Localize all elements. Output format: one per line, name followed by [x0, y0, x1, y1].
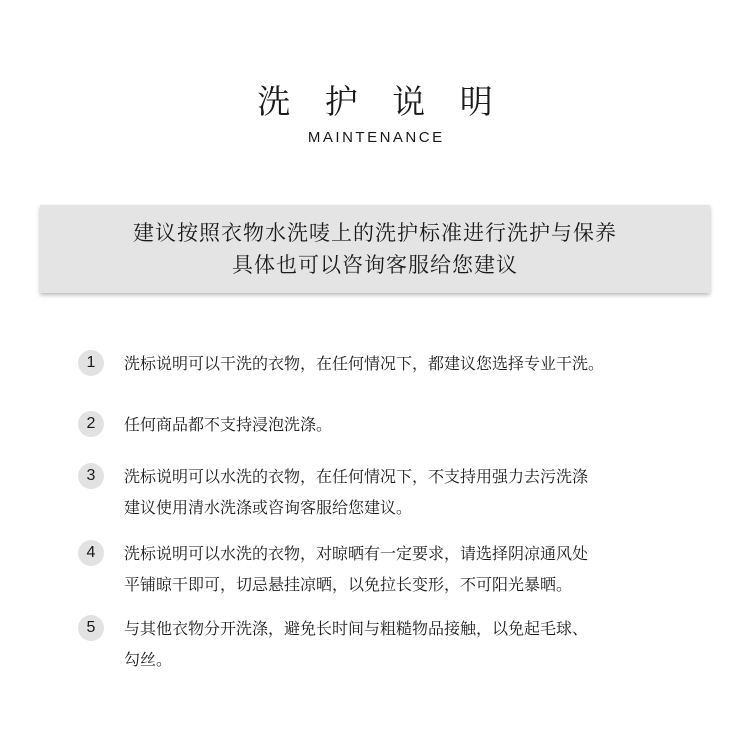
- item-text: [124, 538, 588, 600]
- item-text: [124, 348, 604, 379]
- item-line: 与其他衣物分开洗涤，避免长时间与粗糙物品接触，以免起毛球、: [124, 619, 589, 638]
- item-text: [124, 409, 332, 440]
- item-number-badge: 4: [78, 540, 104, 566]
- notice-banner: [40, 205, 710, 293]
- list-item: [78, 538, 718, 600]
- list-item: [78, 409, 718, 440]
- item-line: 勾丝。: [124, 650, 173, 669]
- list-item: [78, 348, 718, 379]
- item-line: 洗标说明可以水洗的衣物，在任何情况下，不支持用强力去污洗涤: [124, 467, 589, 486]
- item-line: 洗标说明可以干洗的衣物，在任何情况下，都建议您选择专业干洗。: [124, 354, 605, 373]
- item-number-badge: 2: [78, 411, 104, 437]
- list-item: [78, 613, 718, 675]
- item-text: [124, 461, 588, 523]
- page-subtitle: MAINTENANCE: [307, 129, 445, 146]
- banner-line-1: 建议按照衣物水洗唛上的洗护标准进行洗护与保养: [133, 221, 617, 245]
- item-line: 建议使用清水洗涤或咨询客服给您建议。: [124, 498, 413, 517]
- banner-line-2: 具体也可以咨询客服给您建议: [232, 253, 518, 277]
- item-line: 任何商品都不支持浸泡洗涤。: [124, 415, 333, 434]
- item-number-badge: 5: [78, 615, 104, 641]
- item-number-badge: 3: [78, 463, 104, 489]
- item-line: 平铺晾干即可，切忌悬挂凉晒，以免拉长变形，不可阳光暴晒。: [124, 575, 573, 594]
- item-text: [124, 613, 588, 675]
- list-item: [78, 461, 718, 523]
- item-line: 洗标说明可以水洗的衣物，对晾晒有一定要求，请选择阴凉通风处: [124, 544, 589, 563]
- item-number-badge: 1: [78, 350, 104, 376]
- page-title: 洗 护 说 明: [257, 82, 505, 121]
